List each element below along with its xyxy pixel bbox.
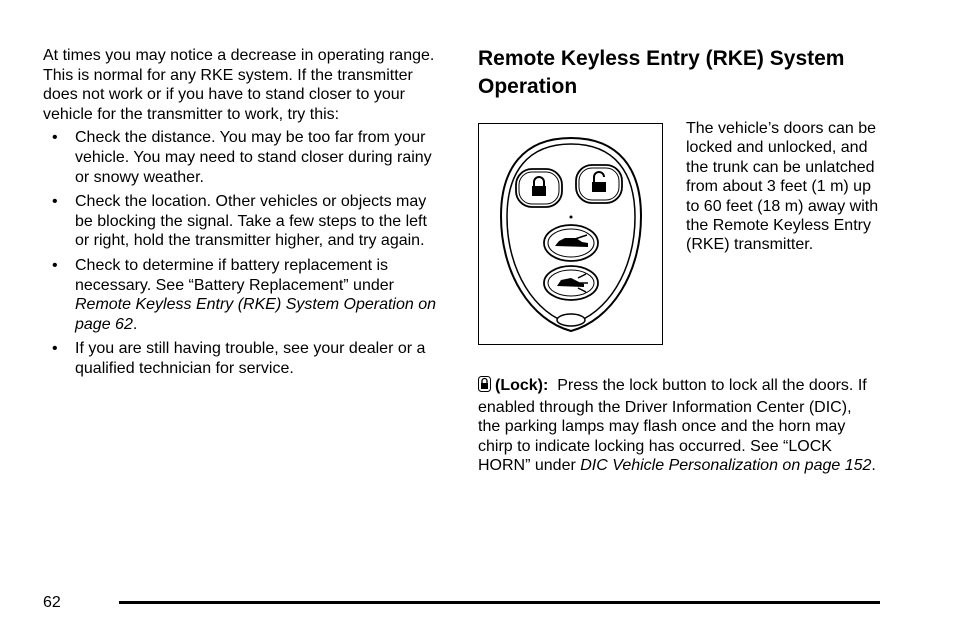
left-column: [43, 46, 438, 384]
key-fob-illustration: [478, 123, 663, 345]
panic-button: [544, 266, 598, 300]
keyring-slot: [557, 314, 585, 326]
lock-icon: [478, 376, 491, 398]
list-item: [43, 128, 438, 187]
bullet: •: [52, 340, 58, 358]
bullet: •: [52, 256, 58, 274]
list-item: [43, 256, 438, 334]
page-number: 62: [43, 594, 61, 611]
list-item-text: Check the distance. You may be too far from your vehicle. You may need to stand closer during rainy or snowy weather.: [75, 129, 432, 186]
indicator-light: [570, 216, 573, 219]
list-item-tail: .: [132, 315, 138, 333]
list-item: [43, 192, 438, 251]
footer-rule: [119, 601, 880, 604]
lock-description-tail: .: [871, 457, 876, 475]
unlock-button: [576, 165, 622, 203]
list-item-text: Check the location. Other vehicles or objects may be blocking the signal. Take a few steps to the left or right, hold the transmitter higher, and try again.: [75, 193, 427, 250]
lock-button: [516, 169, 562, 207]
intro-paragraph: At times you may notice a decrease in operating range. This is normal for any RKE system. If the transmitter does not work or if you have to stand closer to your vehicle for the transmitter to work, try this:: [43, 47, 435, 123]
list-item-text: Check to determine if battery replacement is necessary. See “Battery Replacement” under: [75, 256, 394, 294]
trunk-button: [544, 225, 598, 261]
key-fob-drawing: [479, 124, 664, 346]
cross-reference-link[interactable]: DIC Vehicle Personalization on page 152: [580, 457, 872, 475]
lock-description: Press the lock button to lock all the doors. If enabled through the Driver Information Center (DIC), the parking lamps may flash once and the horn may chirp to indicate locking has occurred. See “LOCK HORN” under: [478, 377, 867, 475]
fob-description: The vehicle’s doors can be locked and unlocked, and the trunk can be unlatched from about 3 feet (1 m) up to 60 feet (18 m) away with the Remote Keyless Entry (RKE) transmitter.: [686, 120, 879, 254]
bullet: •: [52, 129, 58, 147]
list-item-text: If you are still having trouble, see your dealer or a qualified technician for service.: [75, 340, 426, 377]
cross-reference-link[interactable]: Remote Keyless Entry (RKE) System Operation on page 62: [75, 296, 437, 333]
list-item: [43, 339, 438, 378]
troubleshooting-list: [43, 128, 438, 378]
lock-label: (Lock):: [495, 377, 549, 394]
lock-paragraph: [478, 376, 878, 476]
bullet: •: [52, 193, 58, 211]
section-heading: Remote Keyless Entry (RKE) System Operation: [478, 47, 845, 98]
